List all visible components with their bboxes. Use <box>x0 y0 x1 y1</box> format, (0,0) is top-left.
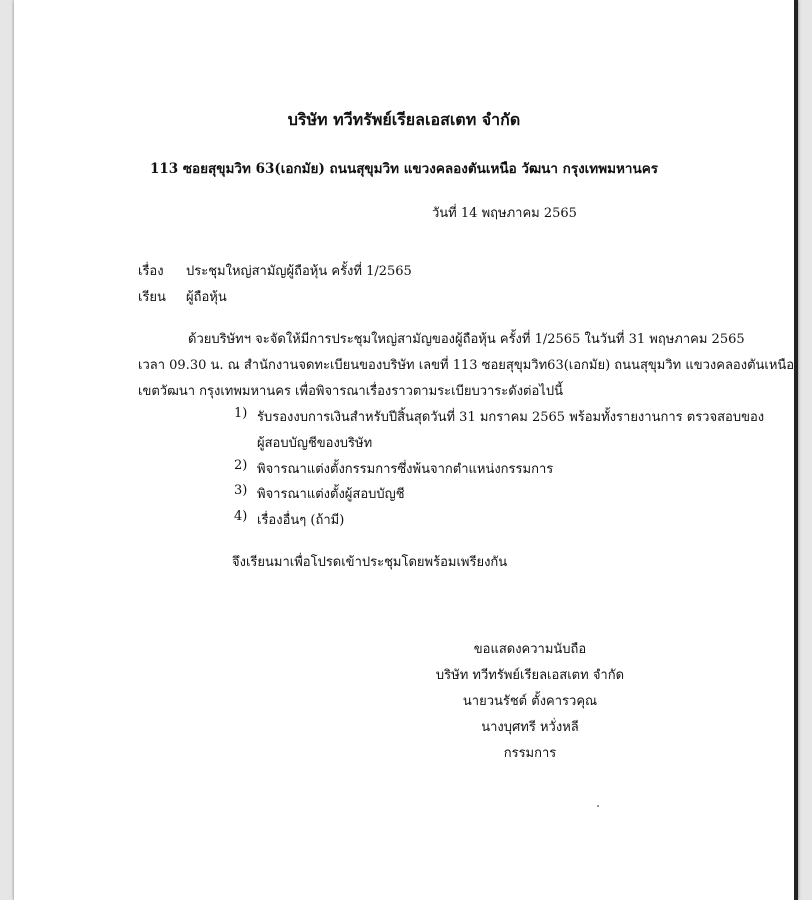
agenda-item-number: 4) <box>234 509 248 524</box>
agenda-item-text: เรื่องอื่นๆ (ถ้ามี) <box>257 513 345 528</box>
body-paragraph-line: เวลา 09.30 น. ณ สำนักงานจดทะเบียนของบริษัท เลขที่ 113 ซอยสุขุมวิท63(เอกมัย) ถนนสุขุมวิท แขวงคลองตันเหนือ <box>138 358 795 373</box>
company-name: บริษัท ทวีทรัพย์เรียลเอสเตท จำกัด <box>287 110 521 129</box>
body-paragraph-line: ด้วยบริษัทฯ จะจัดให้มีการประชุมใหญ่สามัญของผู้ถือหุ้น ครั้งที่ 1/2565 ในวันที่ 31 พฤษภาคม 2565 <box>188 332 745 347</box>
agenda-item-number: 2) <box>234 458 248 473</box>
agenda-item-text: พิจารณาแต่งตั้งผู้สอบบัญชี <box>257 487 405 502</box>
subject-label: เรื่อง <box>138 264 164 279</box>
document-date: วันที่ 14 พฤษภาคม 2565 <box>432 206 577 221</box>
agenda-item-number: 3) <box>234 483 248 498</box>
agenda-item-continuation: ผู้สอบบัญชีของบริษัท <box>257 436 373 451</box>
body-paragraph-line: เขตวัฒนา กรุงเทพมหานคร เพื่อพิจารณาเรื่องราวตามระเบียบวาระดังต่อไปนี้ <box>138 384 563 399</box>
agenda-item-text: พิจารณาแต่งตั้งกรรมการซึ่งพ้นจากตำแหน่งกรรมการ <box>257 462 554 477</box>
document-page <box>14 0 798 900</box>
signature-company: บริษัท ทวีทรัพย์เรียลเอสเตท จำกัด <box>435 668 625 683</box>
signature-signer-1: นายวนรัชต์ ตั้งคารวคุณ <box>462 694 598 709</box>
agenda-item-number: 1) <box>234 406 248 421</box>
recipient-label: เรียน <box>138 290 166 305</box>
closing-sentence: จึงเรียนมาเพื่อโปรดเข้าประชุมโดยพร้อมเพรียงกัน <box>232 555 508 570</box>
subject-value: ประชุมใหญ่สามัญผู้ถือหุ้น ครั้งที่ 1/2565 <box>186 264 412 279</box>
signature-title: กรรมการ <box>503 746 557 761</box>
agenda-item-text: รับรองงบการเงินสำหรับปีสิ้นสุดวันที่ 31 มกราคม 2565 พร้อมทั้งรายงานการ ตรวจสอบของ <box>257 410 765 425</box>
recipient-value: ผู้ถือหุ้น <box>186 290 227 305</box>
signature-signer-2: นางบุศทรี หวั่งหลี <box>481 720 579 735</box>
signature-regards: ขอแสดงความนับถือ <box>473 642 587 657</box>
company-address: 113 ซอยสุขุมวิท 63(เอกมัย) ถนนสุขุมวิท แขวงคลองตันเหนือ วัฒนา กรุงเทพมหานคร <box>149 161 658 177</box>
scan-speck <box>597 805 599 807</box>
